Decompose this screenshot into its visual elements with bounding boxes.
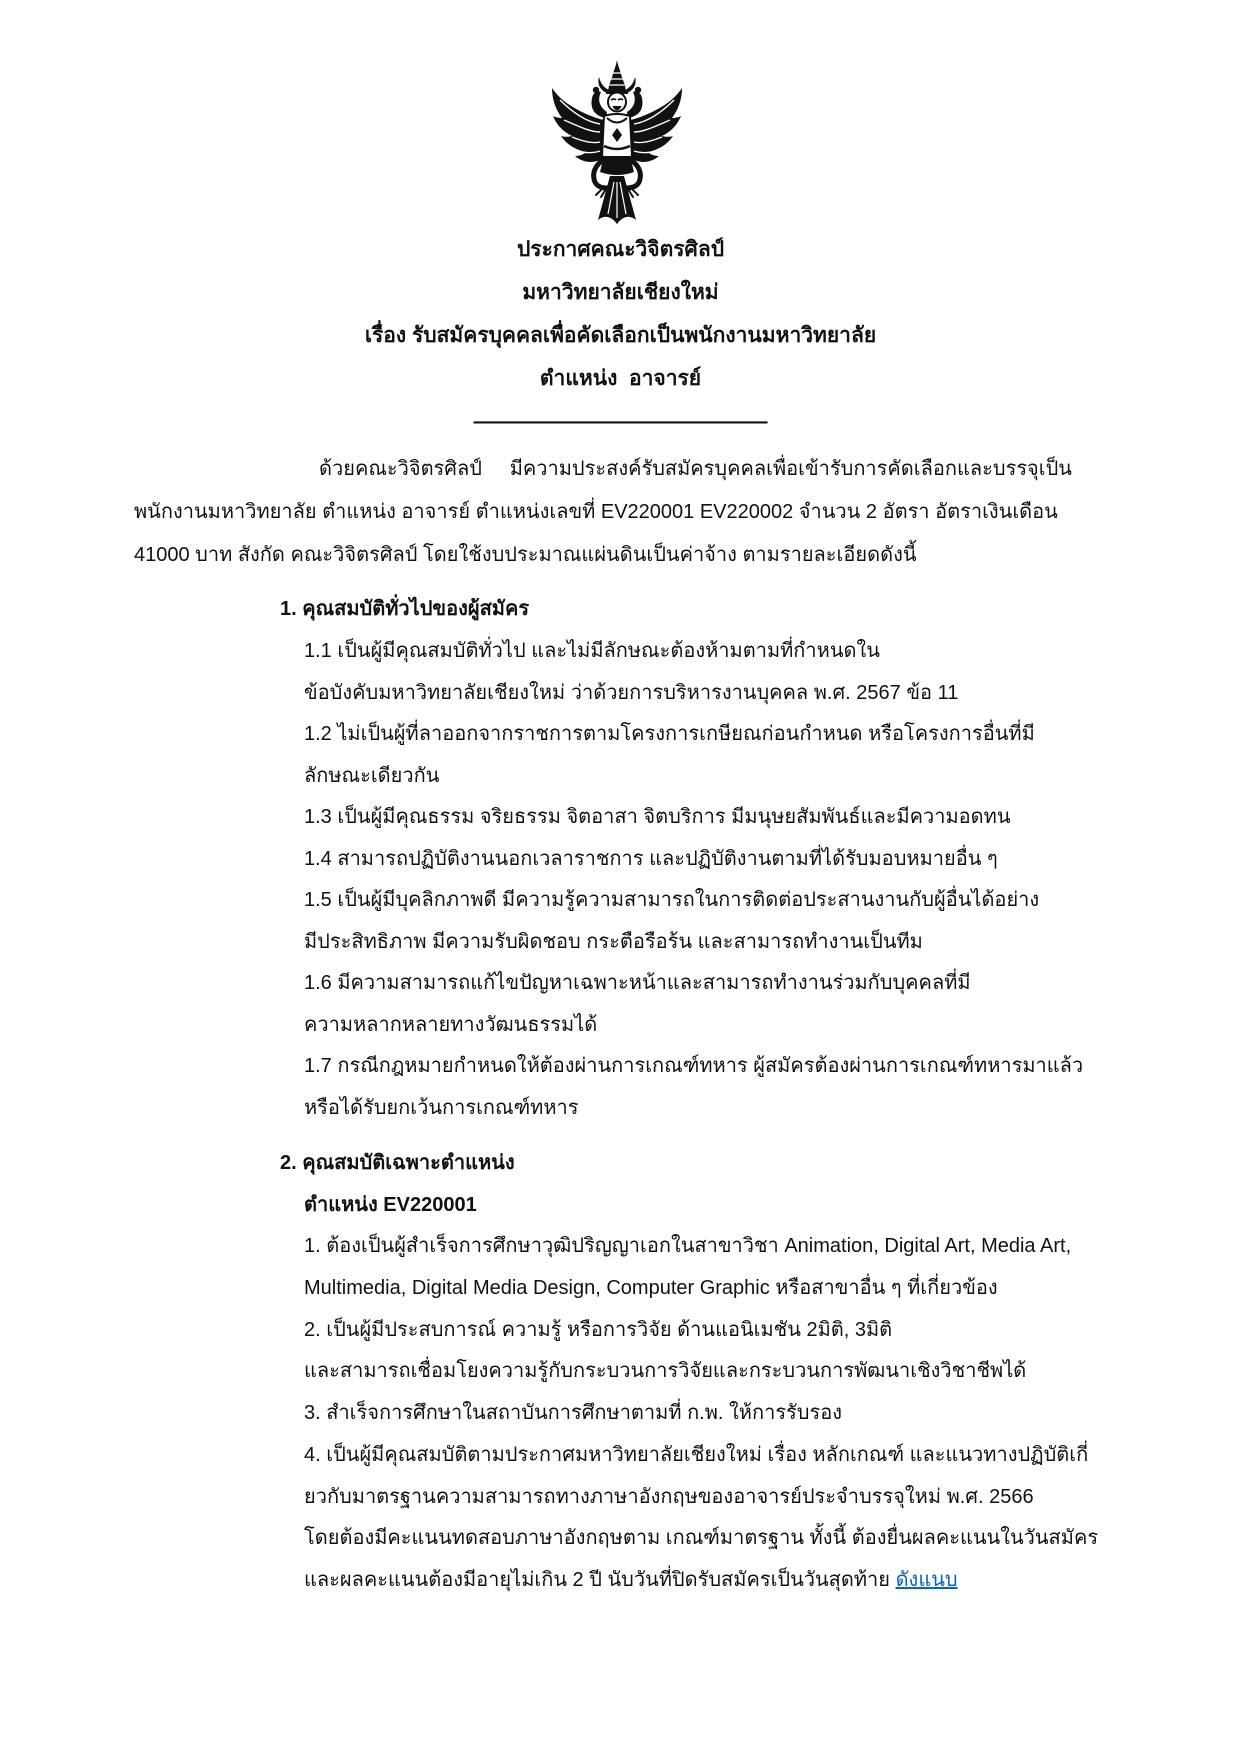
attachment-link[interactable]: ดังแนบ: [895, 1569, 958, 1591]
qualification-line: 1.6 มีความสามารถแก้ไขปัญหาเฉพาะหน้าและสามารถทำงานร่วมกับบุคคลที่มี: [304, 972, 971, 994]
intro-line: พนักงานมหาวิทยาลัย ตำแหน่ง อาจารย์ ตำแหน่งเลขที่ EV220001 EV220002 จำนวน 2 อัตรา อัตราเงินเดือน: [134, 501, 1058, 523]
position-title: ตำแหน่ง อาจารย์: [539, 367, 702, 390]
specific-qualifications-heading: 2. คุณสมบัติเฉพาะตำแหน่ง: [280, 1152, 515, 1174]
announcement-title: ประกาศคณะวิจิตรศิลป์: [516, 238, 725, 261]
university-name: มหาวิทยาลัยเชียงใหม่: [522, 281, 719, 304]
specific-qualification-line: ยวกับมาตรฐานความสามารถทางภาษาอังกฤษของอาจารย์ประจำบรรจุใหม่ พ.ศ. 2566: [304, 1485, 1034, 1508]
general-qualifications-heading: 1. คุณสมบัติทั่วไปของผู้สมัคร: [280, 598, 530, 620]
intro-line: ด้วยคณะวิจิตรศิลป์ มีความประสงค์รับสมัครบุคคลเพื่อเข้ารับการคัดเลือกและบรรจุเป็น: [319, 458, 1072, 480]
specific-qualification-line: และสามารถเชื่อมโยงความรู้กับกระบวนการวิจัยและกระบวนการพัฒนาเชิงวิชาชีพได้: [304, 1360, 1027, 1383]
position-code-heading: ตำแหน่ง EV220001: [304, 1194, 477, 1216]
specific-qualifications-list: [304, 1226, 1118, 1602]
last-line-text: และผลคะแนนต้องมีอายุไม่เกิน 2 ปี นับวันที่ปิดรับสมัครเป็นวันสุดท้าย: [304, 1569, 896, 1591]
qualification-line: ข้อบังคับมหาวิทยาลัยเชียงใหม่ ว่าด้วยการบริหารงานบุคคล พ.ศ. 2567 ข้อ 11: [304, 681, 959, 704]
specific-qualification-line: Multimedia, Digital Media Design, Computer Graphic หรือสาขาอื่น ๆ ที่เกี่ยวข้อง: [304, 1276, 998, 1299]
qualification-line: 1.3 เป็นผู้มีคุณธรรม จริยธรรม จิตอาสา จิตบริการ มีมนุษยสัมพันธ์และมีความอดทน: [304, 806, 1011, 828]
specific-qualification-line: 3. สำเร็จการศึกษาในสถาบันการศึกษาตามที่ ก.พ. ให้การรับรอง: [304, 1402, 843, 1424]
qualification-line: มีประสิทธิภาพ มีความรับผิดชอบ กระตือรือร้น และสามารถทำงานเป็นทีม: [304, 930, 923, 953]
specific-qualification-line: 1. ต้องเป็นผู้สำเร็จการศึกษาวุฒิปริญญาเอกในสาขาวิชา Animation, Digital Art, Media Art,: [304, 1235, 1072, 1257]
garuda-emblem: [550, 60, 684, 224]
intro-paragraph: [134, 448, 1118, 577]
header-separator: ——————————————: [473, 410, 768, 433]
general-qualifications-list: [304, 631, 1118, 1129]
qualification-line: หรือได้รับยกเว้นการเกณฑ์ทหาร: [304, 1096, 579, 1119]
qualification-line: 1.2 ไม่เป็นผู้ที่ลาออกจากราชการตามโครงการเกษียณก่อนกำหนด หรือโครงการอื่นที่มี: [304, 723, 1035, 745]
qualification-line: ลักษณะเดียวกัน: [304, 764, 440, 787]
specific-qualification-line: โดยต้องมีคะแนนทดสอบภาษาอังกฤษตาม เกณฑ์มาตรฐาน ทั้งนี้ ต้องยื่นผลคะแนนในวันสมัคร: [304, 1527, 1099, 1550]
announcement-subject: เรื่อง รับสมัครบุคคลเพื่อคัดเลือกเป็นพนักงานมหาวิทยาลัย: [364, 324, 877, 347]
qualification-line: 1.7 กรณีกฎหมายกำหนดให้ต้องผ่านการเกณฑ์ทหาร ผู้สมัครต้องผ่านการเกณฑ์ทหารมาแล้ว: [304, 1055, 1084, 1077]
specific-qualification-last-line: [304, 1560, 1118, 1602]
general-qualifications-section: [280, 588, 1118, 1129]
qualification-line: 1.5 เป็นผู้มีบุคลิกภาพดี มีความรู้ความสามารถในการติดต่อประสานงานกับผู้อื่นได้อย่าง: [304, 889, 1040, 911]
announcement-header: [0, 228, 1241, 443]
qualification-line: 1.4 สามารถปฏิบัติงานนอกเวลาราชการ และปฏิบัติงานตามที่ได้รับมอบหมายอื่น ๆ: [304, 847, 998, 870]
intro-line: 41000 บาท สังกัด คณะวิจิตรศิลป์ โดยใช้งบประมาณแผ่นดินเป็นค่าจ้าง ตามรายละเอียดดังนี้: [134, 544, 917, 566]
specific-qualification-line: 4. เป็นผู้มีคุณสมบัติตามประกาศมหาวิทยาลัยเชียงใหม่ เรื่อง หลักเกณฑ์ และแนวทางปฏิบัติเกี่: [304, 1443, 1089, 1466]
qualification-line: ความหลากหลายทางวัฒนธรรมได้: [304, 1013, 598, 1036]
qualification-line: 1.1 เป็นผู้มีคุณสมบัติทั่วไป และไม่มีลักษณะต้องห้ามตามที่กำหนดใน: [304, 640, 880, 662]
specific-qualification-line: 2. เป็นผู้มีประสบการณ์ ความรู้ หรือการวิจัย ด้านแอนิเมชัน 2มิติ, 3มิติ: [304, 1318, 893, 1341]
specific-qualifications-section: [280, 1142, 1118, 1602]
